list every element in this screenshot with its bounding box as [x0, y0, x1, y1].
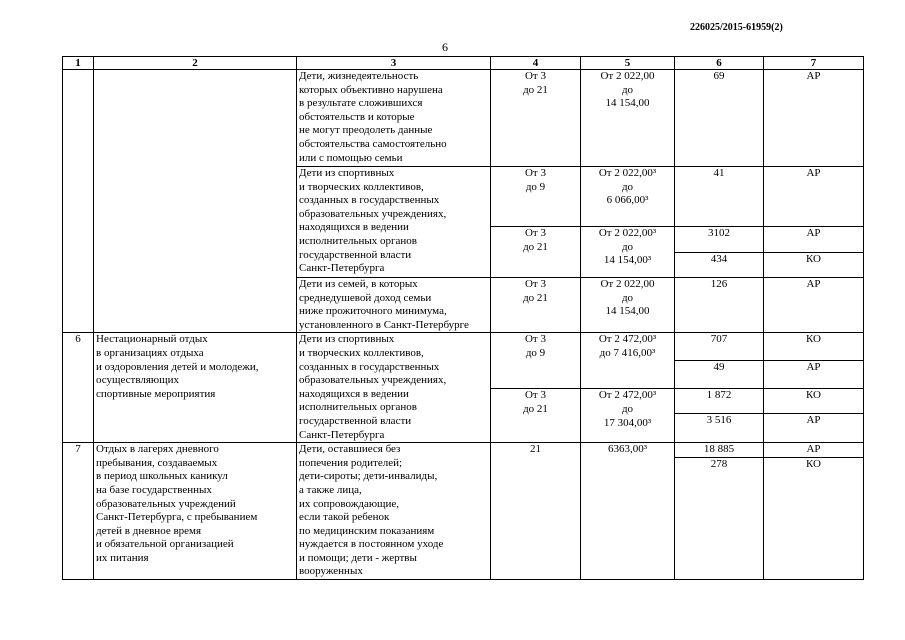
age-cell: От 3 до 21	[491, 278, 581, 333]
row-number-cell: 7	[63, 443, 94, 580]
code-cell: КО	[764, 333, 864, 361]
table-row	[63, 333, 864, 361]
cost-cell: От 2 472,00³ до 7 416,00³	[581, 333, 675, 389]
cost-cell: От 2 022,00 до 14 154,00	[581, 278, 675, 333]
cost-cell: От 2 022,00³ до 14 154,00³	[581, 227, 675, 278]
category-cell: Дети из спортивных и творческих коллективов, созданных в государственных образовательных учреждениях, находящихся в ведении исполнительных органов государственной власти Санкт-Петербурга	[297, 167, 491, 278]
category-cell: Дети, жизнедеятельность которых объективно нарушена в результате сложившихся обстоятельств и которые не могут преодолеть данные обстоятельства самостоятельно или с помощью семьи	[297, 70, 491, 167]
code-cell: АР	[764, 227, 864, 253]
count-cell: 49	[675, 361, 764, 389]
age-cell: От 3 до 21	[491, 389, 581, 443]
category-cell: Дети из спортивных и творческих коллективов, созданных в государственных образовательных учреждениях, находящихся в ведении исполнительных органов государственной власти Санкт-Петербурга	[297, 333, 491, 443]
column-header: 7	[764, 57, 864, 70]
column-header: 3	[297, 57, 491, 70]
code-cell: КО	[764, 253, 864, 278]
age-cell: От 3 до 9	[491, 167, 581, 227]
rest-type-cell: Нестационарный отдых в организациях отдыха и оздоровления детей и молодежи, осуществляющих спортивные мероприятия	[94, 333, 297, 443]
count-cell: 18 885	[675, 443, 764, 458]
code-cell: АР	[764, 278, 864, 333]
age-cell: От 3 до 21	[491, 227, 581, 278]
code-cell: АР	[764, 413, 864, 442]
age-cell: 21	[491, 443, 581, 580]
page-number: 6	[442, 40, 448, 54]
column-header: 4	[491, 57, 581, 70]
count-cell: 3102	[675, 227, 764, 253]
row-number-cell: 6	[63, 333, 94, 443]
cost-cell: От 2 472,00³ до 17 304,00³	[581, 389, 675, 443]
category-cell: Дети из семей, в которых среднедушевой доход семьи ниже прожиточного минимума, установленного в Санкт-Петербурге	[297, 278, 491, 333]
column-header: 2	[94, 57, 297, 70]
code-cell: АР	[764, 167, 864, 227]
table-row	[63, 443, 864, 458]
count-cell: 278	[675, 457, 764, 579]
rest-type-cell	[94, 70, 297, 333]
code-cell: АР	[764, 361, 864, 389]
age-cell: От 3 до 21	[491, 70, 581, 167]
count-cell: 41	[675, 167, 764, 227]
cost-cell: От 2 022,00³ до 6 066,00³	[581, 167, 675, 227]
column-header: 6	[675, 57, 764, 70]
column-header: 1	[63, 57, 94, 70]
category-cell: Дети, оставшиеся без попечения родителей; дети-сироты; дети-инвалиды, а также лица, их сопровождающие, если такой ребенок по медицинским показаниям нуждается в постоянном уходе и помощи; дети - жертвы вооруженных	[297, 443, 491, 580]
benefits-table	[62, 56, 864, 580]
row-number-cell	[63, 70, 94, 333]
document-id: 226025/2015-61959(2)	[690, 22, 783, 33]
column-header: 5	[581, 57, 675, 70]
count-cell: 434	[675, 253, 764, 278]
table-header-row	[63, 57, 864, 70]
count-cell: 3 516	[675, 413, 764, 442]
cost-cell: 6363,00³	[581, 443, 675, 580]
rest-type-cell: Отдых в лагерях дневного пребывания, создаваемых в период школьных каникул на базе государственных образовательных учреждений Санкт-Петербурга, с пребыванием детей в дневное время и обязательной организацией их питания	[94, 443, 297, 580]
count-cell: 707	[675, 333, 764, 361]
count-cell: 69	[675, 70, 764, 167]
cost-cell: От 2 022,00 до 14 154,00	[581, 70, 675, 167]
code-cell: КО	[764, 389, 864, 413]
code-cell: АР	[764, 443, 864, 458]
count-cell: 126	[675, 278, 764, 333]
count-cell: 1 872	[675, 389, 764, 413]
age-cell: От 3 до 9	[491, 333, 581, 389]
table-row	[63, 70, 864, 167]
code-cell: КО	[764, 457, 864, 579]
code-cell: АР	[764, 70, 864, 167]
